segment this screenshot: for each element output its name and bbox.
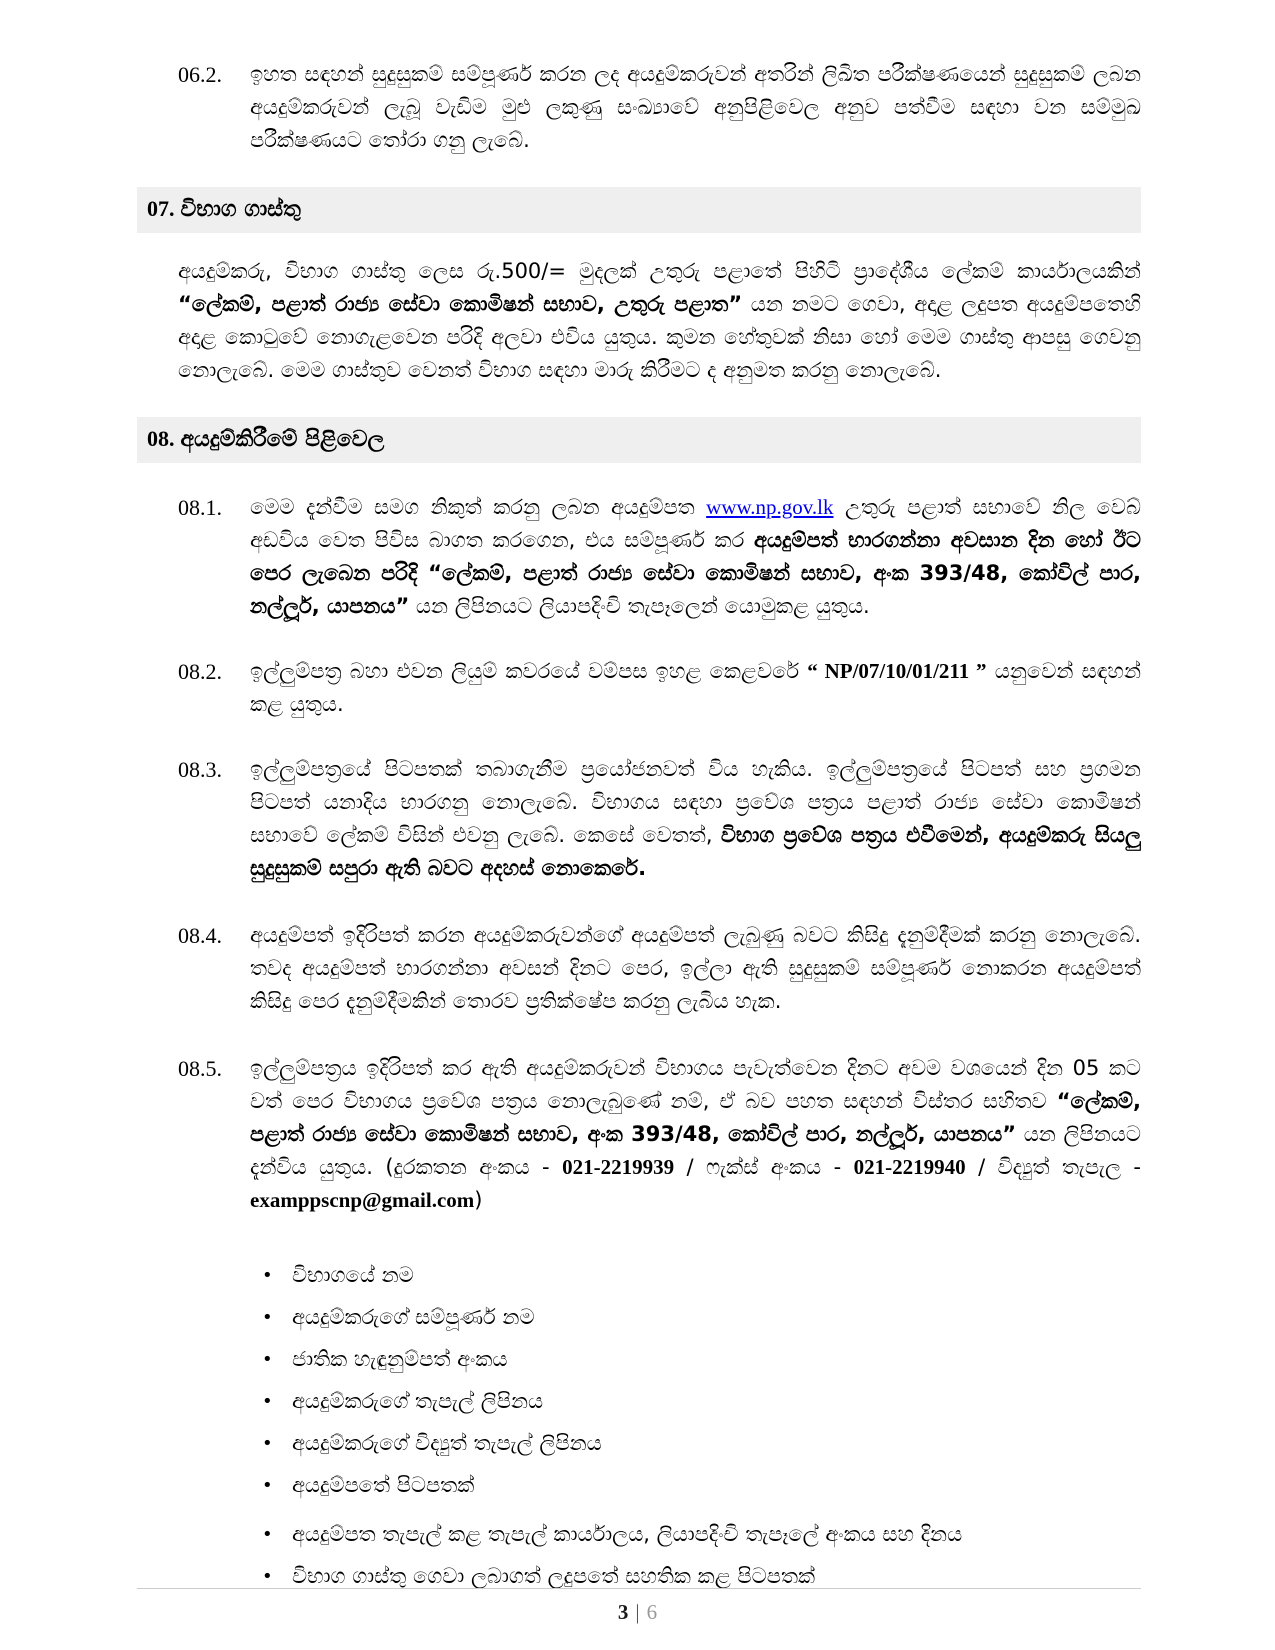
bullet-icon: • xyxy=(262,1433,273,1454)
section-08-3 xyxy=(178,753,1141,885)
paragraph-text: ඉහත සඳහන් සුදුසුකම් සම්පූර්ණ කරන ලද අයදුම්කරුවන් අතරින් ලිඛිත පරීක්ෂණයෙන් සුදුසුකම් ලබන අයදුම්කරුවන් ලැබූ වැඩිම මුළු ලකුණු සංඛ්‍යාවේ අනුපිළිවෙල අනුව පත්වීම සඳහා වන සම්මුඛ පරීක්ෂණයට තෝරා ගනු ලැබේ. xyxy=(250,62,1141,152)
list-item-text: අයදුම්කරුගේ තැපැල් ලිපිනය xyxy=(292,1389,544,1413)
paragraph-text: අයදුම්පත් ඉදිරිපත් කරන අයදුම්කරුවන්ගේ අයදුම්පත් ලැබුණු බවට කිසිදු දැනුම්දීමක් කරනු නොලැබේ. තවද අයදුම්පත් භාරගන්නා අවසන් දිනට පෙර, ඉල්ලා ඇති සුදුසුකම් සම්පූර්ණ නොකරන අයදුම්පත් කිසිදු පෙර දැනුම්දීමකින් තොරව ප්‍රතික්ෂේප කරනු ලැබිය හැක. xyxy=(250,923,1141,1013)
current-page-number: 3 xyxy=(617,1600,629,1624)
reference-number: “ NP/07/10/01/211 ” xyxy=(807,659,987,683)
bullet-icon: • xyxy=(262,1475,273,1496)
section-08-4 xyxy=(178,919,1141,1018)
bullet-icon: • xyxy=(262,1349,273,1370)
paragraph-text: යන ලිපිනයට ලියාපදිංචි තැපෑලෙන් යොමුකළ යුතුය. xyxy=(409,594,870,618)
paragraph-text: යනුවෙන් සඳහන් කළ යුතුය. xyxy=(250,659,1141,716)
list-item xyxy=(262,1469,1141,1502)
list-item xyxy=(262,1259,1141,1292)
bold-deadline-address: අයදුම්පත් භාරගන්නා අවසාන දින හෝ ඊට පෙර ලැබෙන පරිදි “ලේකම්, පළාත් රාජ්‍ය සේවා කොමිෂන් සභාව, අංක 393/48, කෝවිල් පාර, නල්ලූර්, යාපනය” xyxy=(250,528,1142,618)
section-08-1 xyxy=(178,491,1141,623)
section-number: 08.4. xyxy=(178,923,222,948)
bullet-icon: • xyxy=(262,1566,273,1587)
paragraph-text: අයදුම්කරු, විභාග ගාස්තු ලෙස රු.500/= මුදලක් උතුරු පළාතේ පිහිටි ප්‍රාදේශීය ලේකම් කාර්යාලයකින් xyxy=(178,259,1141,283)
list-item xyxy=(262,1343,1141,1376)
paragraph xyxy=(250,655,1141,721)
section-number: 08.2. xyxy=(178,659,222,684)
heading-title: විභාග ගාස්තු xyxy=(180,197,301,222)
phone-number: 021-2219939 xyxy=(562,1155,675,1179)
paragraph-text: යන නමට ගෙවා, අදාළ ලදුපත අයදුම්පතෙහි අදාළ කොටුවේ නොගැළවෙන පරිදි අලවා එවිය යුතුය. කුමන හේතුවක් නිසා හෝ මෙම ගාස්තු ආපසු ගෙවනු නොලැබේ. මෙම ගාස්තුව වෙනත් විභාග සඳහා මාරු කිරීමට ද අනුමත කරනු නොලැබේ. xyxy=(178,292,1141,382)
email-address: examppscnp@gmail.com xyxy=(250,1188,475,1212)
bullet-icon: • xyxy=(262,1307,273,1328)
list-item-text: විභාග ගාස්තු ගෙවා ලබාගත් ලදුපතේ සහතික කළ පිටපතක් xyxy=(292,1564,816,1588)
bullet-icon: • xyxy=(262,1391,273,1412)
website-link[interactable]: www.np.gov.lk xyxy=(706,495,834,519)
list-item-text: ජාතික හැඳුනුම්පත් අංකය xyxy=(292,1347,508,1371)
section-number: 08.1. xyxy=(178,495,222,520)
section-heading-08 xyxy=(137,417,1141,463)
page-footer xyxy=(0,1588,1275,1650)
section-number: 08.5. xyxy=(178,1056,222,1081)
bold-address: “ලේකම්, පළාත් රාජ්‍ය සේවා කොමිෂන් සභාව, අංක 393/48, කෝවිල් පාර, නල්ලූර්, යාපනය” xyxy=(250,1089,1141,1146)
page-number-separator: | xyxy=(635,1600,640,1624)
list-item xyxy=(262,1427,1141,1460)
section-number: 06.2. xyxy=(178,62,222,87)
paragraph-text: ඉල්ලුම්පත්‍රය ඉදිරිපත් කර ඇති අයදුම්කරුවන් විභාගය පැවැත්වෙන දිනට අවම වශයෙන් දින 05 කට වත් පෙර විභාගය ප්‍රවේශ පත්‍රය නොලැබුණේ නම්, ඒ බව පහත සඳහන් විස්තර සහිතව xyxy=(250,1056,1141,1113)
paragraph-text: / ෆැක්ස් අංකය - xyxy=(674,1155,854,1179)
paragraph xyxy=(250,491,1141,623)
bold-address: “ලේකම්, පළාත් රාජ්‍ය සේවා කොමිෂන් සභාව, උතුරු පළාත” xyxy=(178,292,743,316)
list-item xyxy=(262,1301,1141,1334)
paragraph-text: ) xyxy=(474,1188,483,1212)
section-06-2 xyxy=(178,58,1141,157)
heading-title: අයදුම්කිරීමේ පිළිවෙල xyxy=(180,427,385,452)
bullet-icon: • xyxy=(262,1524,273,1545)
heading-number: 07. xyxy=(147,196,175,221)
paragraph-07 xyxy=(178,255,1141,387)
paragraph-text: / විද්‍යුත් තැපැල - xyxy=(965,1155,1142,1179)
footer-divider xyxy=(137,1588,1141,1589)
paragraph xyxy=(250,1052,1141,1217)
paragraph xyxy=(250,919,1141,1018)
heading-number: 08. xyxy=(147,426,175,451)
paragraph xyxy=(250,753,1141,885)
page-number xyxy=(0,1596,1275,1629)
total-page-count: 6 xyxy=(646,1600,658,1624)
required-details-list xyxy=(262,1259,1141,1593)
list-item-text: අයදුම්පතේ පිටපතක් xyxy=(292,1473,475,1497)
list-item-text: අයදුම්කරුගේ විද්‍යුත් තැපැල් ලිපිනය xyxy=(292,1431,602,1455)
bullet-icon: • xyxy=(262,1265,273,1286)
paragraph-text: ඉල්ලුම්පත්‍රයේ පිටපතක් තබාගැනීම ප්‍රයෝජනවත් විය හැකිය. ඉල්ලුම්පත්‍රයේ පිටපත් සහ ප්‍රගමන පිටපත් යනාදිය භාරගනු නොලැබේ. විභාගය සඳහා ප්‍රවේශ පත්‍රය පළාත් රාජ්‍ය සේවා කොමිෂන් සභාවේ ලේකම් විසින් එවනු ලැබේ. කෙසේ වෙතත්, xyxy=(250,757,1141,847)
paragraph-text: ඉල්ලුම්පත්‍ර බහා එවන ලියුම් කවරයේ වම්පස ඉහළ කෙළවරේ xyxy=(250,659,808,683)
paragraph xyxy=(250,58,1141,157)
section-08-2 xyxy=(178,655,1141,721)
fax-number: 021-2219940 xyxy=(853,1155,966,1179)
paragraph-text: උතුරු පළාත් සභාවේ නිල වෙබ් අඩවිය වෙත පිවිස බාගත කරගෙන, එය සම්පූර්ණ කර xyxy=(250,495,1141,552)
list-item-text: අයදුම්කරුගේ සම්පූර්ණ නම xyxy=(292,1305,535,1329)
bold-note: විභාග ප්‍රවේශ පත්‍රය එවීමෙන්, අයදුම්කරු සියලු සුදුසුකම් සපුරා ඇති බවට අදහස් නොකෙරේ. xyxy=(250,823,1142,880)
section-number: 08.3. xyxy=(178,757,222,782)
list-item-text: අයදුම්පත තැපැල් කළ තැපැල් කාර්යාලය, ලියාපදිංචි තැපෑලේ අංකය සහ දිනය xyxy=(292,1522,963,1546)
section-heading-07 xyxy=(137,187,1141,233)
list-item xyxy=(262,1518,1141,1551)
list-item xyxy=(262,1385,1141,1418)
paragraph-text: යන ලිපිනයට දැන්විය යුතුය. (දුරකතන අංකය - xyxy=(250,1122,1141,1179)
list-item-text: විභාගයේ නම xyxy=(292,1263,414,1287)
paragraph-text: මෙම දැන්වීම සමග නිකුත් කරනු ලබන අයදුම්පත xyxy=(250,495,707,519)
section-08-5 xyxy=(178,1052,1141,1217)
